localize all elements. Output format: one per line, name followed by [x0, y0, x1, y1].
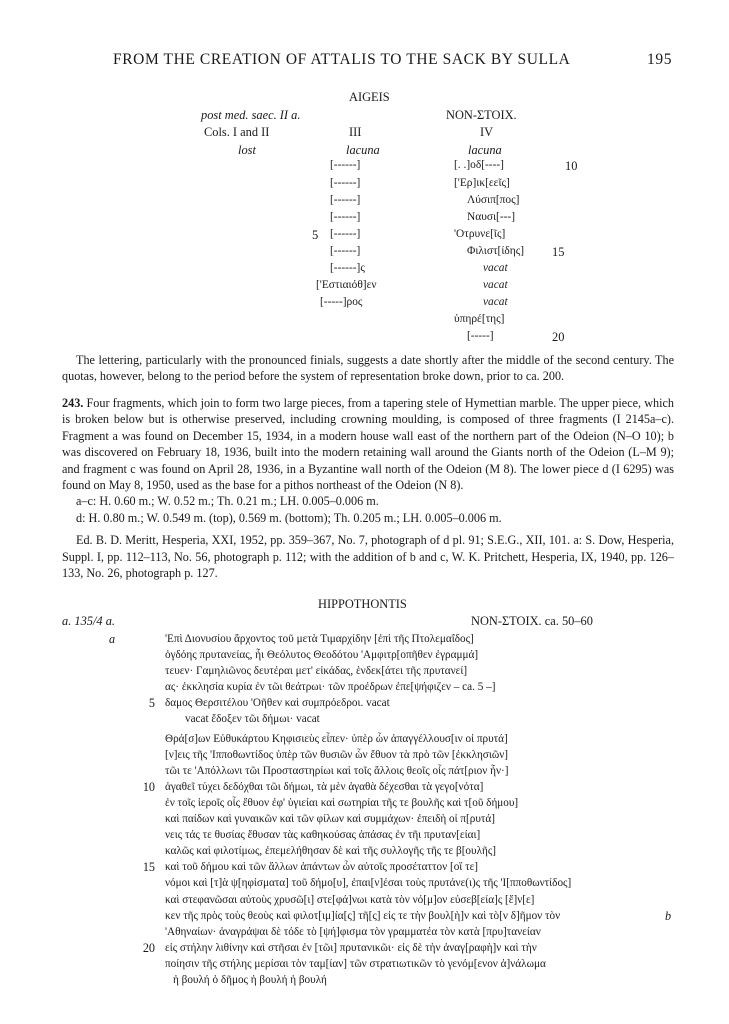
cols-label: Cols. I and II: [204, 125, 270, 139]
aigeis-stoix: NON-ΣΤΟΙΧ.: [446, 108, 517, 122]
col4-head: IV: [480, 125, 494, 139]
inscription-line: νεις τάς τε θυσίας ἔθυσαν τὰς καθηκούσας ἁπάσας ἐν τῆι πρυταν[είαι]: [165, 829, 481, 842]
col4-lacuna: lacuna: [468, 143, 502, 157]
col3-head: III: [349, 125, 362, 139]
inscription-line: ἡ βουλή ὁ δῆμος ἡ βουλή ἡ βουλή: [173, 973, 327, 986]
inscription-line: ποίησιν τῆς στήλης μερίσαι τὸν ταμ[ίαν] τῶν στρατιωτικῶν τὸ γενόμ[ενον ἀ]νάλωμα: [165, 957, 546, 970]
col3-line: [------]: [330, 211, 361, 223]
commentary: [62, 352, 674, 385]
inscription-line: δαμος Θερσιτέλου 'Οῆθεν καὶ συμπρόεδροι. vacat: [165, 697, 390, 710]
cols-lost: lost: [238, 143, 256, 157]
aigeis-line-number: 20: [552, 330, 565, 344]
inscription-line: καὶ στεφανῶσαι αὐτοὺς χρυσῶ[ι] στε[φά]νωι κατὰ τὸν νό[μ]ον εὐσεβ[εία]ς [ἕ]ν[ε]: [165, 893, 535, 906]
inscription-line: ἀγαθεῖ τύχει δεδόχθαι τῶι δήμωι, τὰ μὲν ἀγαθὰ δέχεσθαι τὰ γεγο[νότα]: [165, 780, 484, 793]
inscription-line: 'Επὶ Διονυσίου ἄρχοντος τοῦ μετὰ Τιμαρχίδην [ἐπὶ τῆς Πτολεμαΐδος]: [165, 633, 474, 645]
inscription-line-number: 5: [148, 696, 155, 711]
col3-line: [------]: [330, 245, 361, 257]
inscription-line: 'Αθηναίων· ἀναγράψαι δὲ τόδε τὸ [ψή]φισμα τὸν γραμματέα τὸν κατὰ [πρυ]τανείαν: [165, 925, 541, 938]
inscription-line: εἰς στήλην λιθίνην καὶ στῆσαι ἐν [τῶι] πρυτανικῶι· εἰς δὲ τὴν ἀναγ[ραφὴ]ν καὶ τὴν: [165, 941, 537, 954]
col4-line: Φιλιστ[ίδης]: [467, 245, 525, 257]
inscription-line: καὶ τοῦ δήμου καὶ τῶν ἄλλων ἁπάντων ὧν αὐτοῖς προσέταττον [οἵ τε]: [165, 861, 479, 874]
col4-line: ὑπηρέ[της]: [454, 313, 505, 325]
col4-line: [. .]οδ[----]: [454, 159, 504, 171]
inscription-line: καλῶς καὶ φιλοτίμως, ἐπεμελήθησαν δὲ καὶ τῆς συλλογῆς τῆς τε β[ουλῆς]: [165, 845, 496, 858]
inscription-line: ὀγδόης πρυτανείας, ἧι Θεόλυτος Θεοδότου 'Αμφιτρ[οπῆθεν ἐγραμμά]: [165, 649, 479, 662]
inscription-line: [ν]εις τῆς 'Ιπποθωντίδος ὑπὲρ τῶν θυσιῶν ὧν ἔθυον τὰ πρὸ τῶν [ἐκκλησιῶν]: [165, 748, 508, 761]
page-number: 195: [647, 51, 673, 68]
edition: Ed. B. D. Meritt, Hesperia, XXI, 1952, pp. 359–367, No. 7, photograph of d pl. 91; S.E.G., XII, 101. a: S. Dow, Hesperia, Suppl. I, pp. 112–113, No. 56, photograph p. 112; with the addition of b and c, W. K. Pritchett, Hesperia, IX, 1940, pp. 126–133, No. 26, photograph p. 127.: [62, 533, 674, 581]
aigeis-line-number: 5: [312, 228, 319, 242]
hippothontis-title: HIPPOTHONTIS: [318, 597, 407, 611]
inscription-line-number: 10: [142, 779, 155, 794]
inscription-line: Θρά[σ]ων Εὐθυκάρτου Κηφισιεὺς εἶπεν· ὑπὲρ ὧν ἀπαγγέλλουσ[ιν οἱ πρυτά]: [165, 732, 508, 745]
col3-line: [------]ς: [330, 262, 365, 274]
entry-description: Four fragments, which join to form two large pieces, from a tapering stele of Hymettian marble. The upper piece, which is broken below but is otherwise preserved, including crowning moulding, is composed of three fragments (I 2145a–c). Fragment a was found on December 15, 1934, in a modern house wall east of the northern part of the Odeion (N–O 10); b was discovered on February 18, 1936, built into the modern retaining wall around the Giants north of the Odeion (L–M 9); and fragment c was found on April 28, 1936, in a Byzantine wall north of the Odeion (M 8). The lower piece d (I 6295) was found on May 8, 1950, used as the base for a pithos northeast of the Odeion (N 8).: [62, 396, 675, 493]
inscription-line: τευεν· Γαμηλιῶνος δευτέραι μετ' εἰκάδας, ἑνδεκ[άτει τῆς πρυτανεί]: [165, 665, 468, 678]
commentary-text: The lettering, particularly with the pronounced finials, suggests a date shortly after the middle of the second century. The quotas, however, belong to the period before the system of representation broke down, prior to ca. 200.: [62, 353, 674, 384]
running-title: FROM THE CREATION OF ATTALIS TO THE SACK BY SULLA: [113, 51, 571, 68]
inscription-line-number: 15: [142, 860, 155, 875]
col3-lacuna: lacuna: [346, 143, 380, 157]
dims-d: d: H. 0.80 m.; W. 0.549 m. (top), 0.569 m. (bottom); Th. 0.205 m.; LH. 0.005–0.006 m.: [76, 510, 502, 525]
col4-line: Ναυσι[---]: [467, 211, 516, 223]
inscription-line: vacat ἔδοξεν τῶι δήμωι· vacat: [185, 713, 320, 726]
inscription: [109, 631, 693, 988]
inscription-line: τῶι τε 'Απόλλωνι τῶι Προσταστηρίωι καὶ τοῖς ἄλλοις θεοῖς οἷς πάτ[ριον ἦν·]: [165, 764, 509, 777]
fragment-a-label: a: [109, 632, 116, 646]
col4-line: vacat: [483, 279, 508, 291]
col3-line: [------]: [330, 159, 361, 171]
col3-line: ['Εστιαιόθ]εν: [316, 279, 377, 291]
col4-line: ['Ερ]ικ[εεῖς]: [454, 177, 510, 189]
entry-243: [62, 395, 674, 581]
col4-line: vacat: [483, 296, 508, 308]
inscription-line: καὶ παίδων καὶ γυναικῶν καὶ τῶν φίλων καὶ συμμάχων· ἐπειδὴ οἱ π[ρυτά]: [165, 813, 495, 826]
entry-number: 243.: [62, 396, 84, 410]
inscription-line-number: 20: [142, 940, 155, 955]
col4-line: vacat: [483, 262, 508, 274]
inscription-line: ἐν τοῖς ἱεροῖς οἷς ἔθυον ἐφ' ὑγιείαι καὶ σωτηρίαι τῆς τε βουλῆς καὶ τ[οῦ δήμου]: [165, 796, 519, 809]
col3-line: [------]: [330, 177, 361, 189]
dims-ac: a–c: H. 0.60 m.; W. 0.52 m.; Th. 0.21 m.; LH. 0.005–0.006 m.: [76, 494, 379, 509]
aigeis-line-number: 15: [552, 245, 565, 259]
aigeis-date: post med. saec. II a.: [201, 108, 301, 122]
col4-line: Λύσιπ[πος]: [467, 194, 520, 206]
col3-line: [-----]ρος: [320, 296, 363, 308]
col4-line: 'Οτρυνε[ῖς]: [454, 228, 506, 240]
col4-line: [-----]: [467, 330, 494, 342]
aigeis-line-number: 10: [565, 159, 578, 173]
col3-line: [------]: [330, 228, 361, 240]
fragment-b-label: b: [665, 908, 672, 923]
hippothontis-stoix: NON-ΣΤΟΙΧ. ca. 50–60: [471, 614, 593, 628]
inscription-line: νόμοι καὶ [τ]ὰ ψ[ηφίσματα] τοῦ δήμο[υ], ἐπαι[ν]έσαι τοὺς πρυτάνε(ι)ς τῆς 'Ι[πποθωντίδος]: [165, 877, 572, 890]
aigeis-title: AIGEIS: [349, 90, 390, 104]
col3-line: [------]: [330, 194, 361, 206]
inscription-line: κεν τῆς πρὸς τοὺς θεοὺς καὶ φιλοτ[ιμ]ία[ς] τῆ[ς] εἰς τε τὴν βουλ[ὴ]ν καὶ τὸ[ν δ]ῆμον τὸν: [165, 909, 561, 922]
inscription-line: ας· ἐκκλησία κυρία ἐν τῶι θεάτρωι· τῶν προέδρων ἐπε[ψήφιζεν – ca. 5 –]: [165, 681, 496, 694]
hippothontis-date: a. 135/4 a.: [62, 614, 116, 628]
